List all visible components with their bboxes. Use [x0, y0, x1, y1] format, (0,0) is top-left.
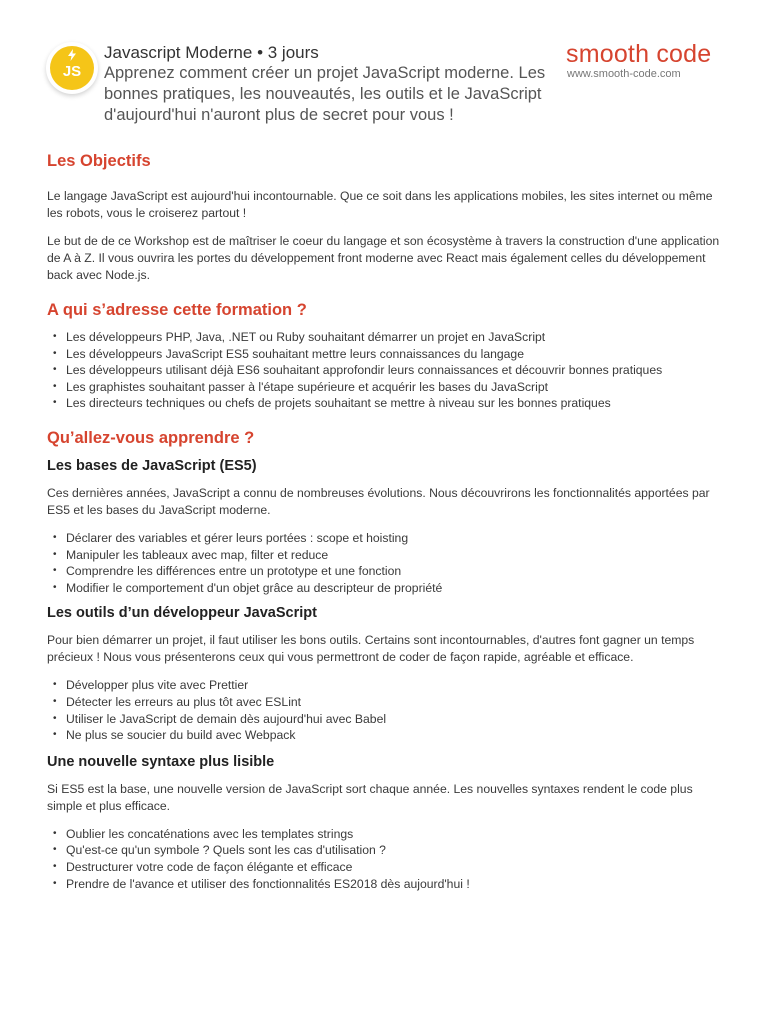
- objectifs-paragraph-2: Le but de de ce Workshop est de maîtriser le coeur du langage et son écosystème à travers la construction d'une application de A à Z. Il vous ouvrira les portes du développement front moderne avec React mais également celles du développement back avec Node.js.: [47, 234, 720, 282]
- header-text: [104, 42, 559, 126]
- lightning-icon: [67, 49, 77, 61]
- list-item: • Les développeurs utilisant déjà ES6 souhaitant approfondir leurs connaissances et découvrir bonnes pratiques: [66, 362, 727, 379]
- list-item: • Détecter les erreurs au plus tôt avec ESLint: [66, 694, 727, 711]
- logo-text: JS: [62, 63, 82, 80]
- tools-list: [47, 677, 727, 743]
- subsection-title-syntax: Une nouvelle syntaxe plus lisible: [47, 753, 275, 770]
- section-title-learn: Qu’allez-vous apprendre ?: [47, 428, 255, 447]
- syntax-list: [47, 826, 727, 892]
- list-item: • Développer plus vite avec Prettier: [66, 677, 727, 694]
- list-item: • Modifier le comportement d'un objet grâce au descripteur de propriété: [66, 580, 727, 597]
- list-item: • Les directeurs techniques ou chefs de projets souhaitant se mettre à niveau sur les bonnes pratiques: [66, 395, 727, 412]
- list-item: • Utiliser le JavaScript de demain dès aujourd'hui avec Babel: [66, 711, 727, 728]
- list-item: • Les développeurs JavaScript ES5 souhaitant mettre leurs connaissances du langage: [66, 346, 727, 363]
- subsection-title-es5: Les bases de JavaScript (ES5): [47, 457, 257, 474]
- list-item: • Qu'est-ce qu'un symbole ? Quels sont les cas d'utilisation ?: [66, 842, 727, 859]
- page-content: [47, 152, 727, 892]
- course-subtitle: Apprenez comment créer un projet JavaScript moderne. Les bonnes pratiques, les nouveautés, les outils et le JavaScript d'aujourd'hui n'auront plus de secret pour vous !: [104, 64, 546, 124]
- list-item: • Déclarer des variables et gérer leurs portées : scope et hoisting: [66, 530, 727, 547]
- objectifs-paragraph-1: Le langage JavaScript est aujourd'hui incontournable. Que ce soit dans les applications mobiles, les sites internet ou même les robots, vous le croiserez partout !: [47, 189, 713, 220]
- list-item: • Prendre de l'avance et utiliser des fonctionnalités ES2018 dès aujourd'hui !: [66, 876, 727, 893]
- list-item: • Les graphistes souhaitant passer à l'étape supérieure et acquérir les bases du JavaScript: [66, 379, 727, 396]
- list-item: • Les développeurs PHP, Java, .NET ou Ruby souhaitant démarrer un projet en JavaScript: [66, 329, 727, 346]
- subsection-text-tools: Pour bien démarrer un projet, il faut utiliser les bons outils. Certains sont incontournables, d'autres font gagner un temps précieux ! Nous vous présenterons ceux qui vous permettront de coder de façon rapide, agréable et efficace.: [47, 633, 695, 665]
- audience-list: [47, 329, 727, 412]
- list-item: • Manipuler les tableaux avec map, filter et reduce: [66, 547, 727, 564]
- brand-url[interactable]: www.smooth-code.com: [567, 68, 681, 80]
- brand-name: smooth code: [566, 40, 712, 68]
- list-item: • Destructurer votre code de façon élégante et efficace: [66, 859, 727, 876]
- es5-list: [47, 530, 727, 596]
- course-title: Javascript Moderne • 3 jours: [104, 43, 319, 62]
- subsection-title-tools: Les outils d’un développeur JavaScript: [47, 605, 317, 622]
- course-logo: [46, 42, 98, 94]
- section-title-audience: A qui s’adresse cette formation ?: [47, 301, 307, 319]
- section-title-objectifs: Les Objectifs: [47, 152, 151, 170]
- list-item: • Comprendre les différences entre un prototype et une fonction: [66, 563, 727, 580]
- list-item: • Ne plus se soucier du build avec Webpack: [66, 727, 727, 744]
- subsection-text-es5: Ces dernières années, JavaScript a connu de nombreuses évolutions. Nous découvrirons les fonctionnalités apportées par ES5 et les bases du JavaScript moderne.: [47, 485, 710, 517]
- list-item: • Oublier les concaténations avec les templates strings: [66, 826, 727, 843]
- subsection-text-syntax: Si ES5 est la base, une nouvelle version de JavaScript sort chaque année. Les nouvelles syntaxes rendent le code plus simple et plus efficace.: [47, 781, 693, 813]
